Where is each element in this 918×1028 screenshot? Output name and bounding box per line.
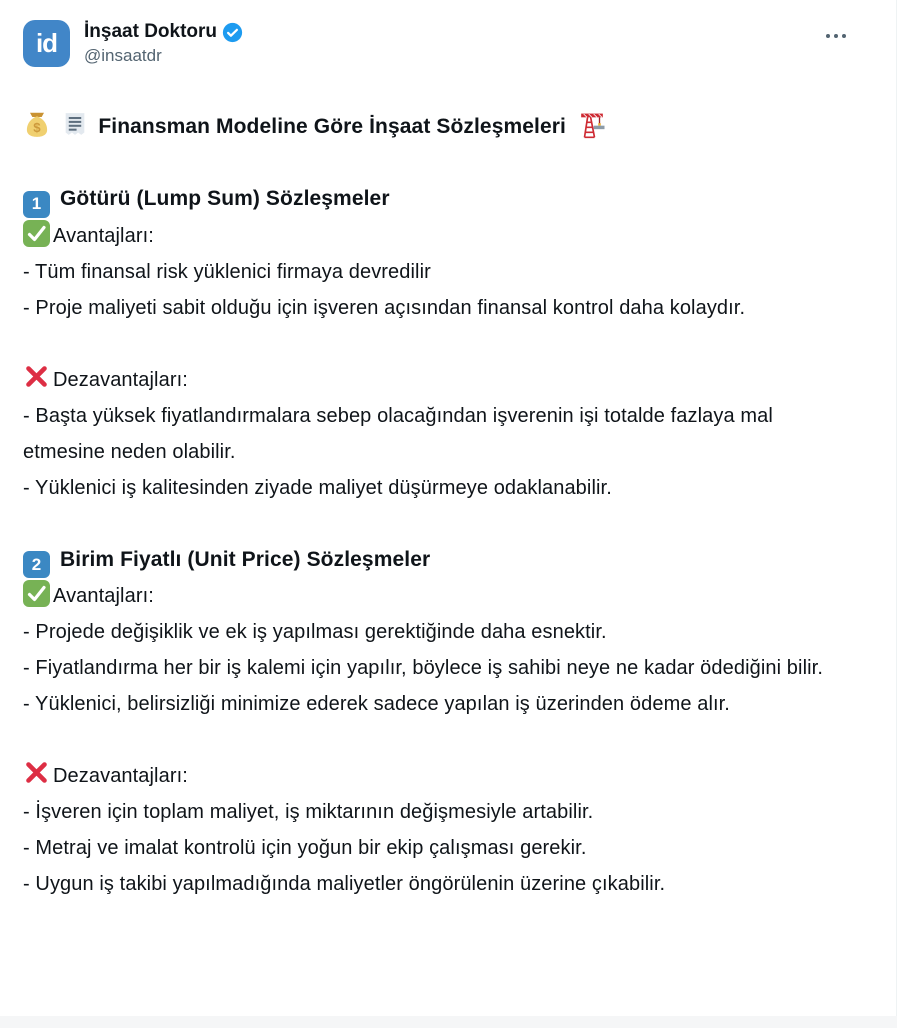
- verified-badge-icon: [222, 22, 243, 43]
- section-1-heading: 1 Götürü (Lump Sum) Sözleşmeler: [23, 181, 839, 218]
- construction-crane-icon: [577, 109, 607, 139]
- cross-mark-icon: [23, 363, 50, 390]
- more-options-button[interactable]: [822, 30, 850, 42]
- advantages-label: Avantajları:: [23, 218, 839, 254]
- section-1-advantages-block: [23, 181, 839, 326]
- list-item: - Projede değişiklik ve ek iş yapılması gerektiğinde daha esnektir.: [23, 621, 607, 643]
- section-1-disadvantages-block: [23, 362, 839, 506]
- display-name[interactable]: İnşaat Doktoru: [84, 21, 218, 42]
- advantages-label: Avantajları:: [23, 578, 839, 614]
- list-item: - Başta yüksek fiyatlandırmalara sebep olacağından işverenin işi totalde fazlaya mal etmesine neden olabilir.: [23, 404, 773, 463]
- disadvantages-label: Dezavantajları:: [23, 362, 839, 398]
- section-2-heading: 2 Birim Fiyatlı (Unit Price) Sözleşmeler: [23, 542, 839, 579]
- list-item: - Uygun iş takibi yapılmadığında maliyetler öngörülenin üzerine çıkabilir.: [23, 873, 666, 895]
- disadvantages-label: Dezavantajları:: [23, 758, 839, 794]
- keycap-1-icon: 1: [23, 191, 50, 218]
- list-item: - Metraj ve imalat kontrolü için yoğun bir ekip çalışması gerekir.: [23, 837, 587, 859]
- avatar-logo-text: id: [35, 28, 58, 58]
- check-mark-icon: [23, 580, 50, 607]
- tweet-text: [0, 67, 896, 902]
- receipt-icon: [61, 110, 89, 138]
- section-2-advantages-block: [23, 542, 839, 723]
- avatar[interactable]: [23, 20, 70, 67]
- list-item: - Proje maliyeti sabit olduğu için işveren açısından finansal kontrol daha kolaydır.: [23, 296, 746, 319]
- bottom-separator: [0, 1016, 897, 1028]
- cross-mark-icon: [23, 759, 50, 786]
- user-handle[interactable]: @insaatdr: [84, 46, 162, 65]
- list-item: - Fiyatlandırma her bir iş kalemi için yapılır, böylece iş sahibi neye ne kadar ödediğini bilir.: [23, 657, 823, 679]
- list-item: - Tüm finansal risk yüklenici firmaya devredilir: [23, 260, 431, 283]
- list-item: - Yüklenici, belirsizliği minimize ederek sadece yapılan iş üzerinden ödeme alır.: [23, 693, 730, 715]
- section-2-disadvantages-block: [23, 758, 839, 902]
- keycap-2-icon: 2: [23, 551, 50, 578]
- list-item: - İşveren için toplam maliyet, iş miktarının değişmesiyle artabilir.: [23, 801, 594, 823]
- list-item: - Yüklenici iş kalitesinden ziyade maliyet düşürmeye odaklanabilir.: [23, 476, 612, 499]
- identity-block: [84, 20, 243, 66]
- check-mark-icon: [23, 220, 50, 247]
- tweet-header: [0, 0, 896, 67]
- money-bag-icon: [23, 110, 51, 138]
- post-title: Finansman Modeline Göre İnşaat Sözleşmeleri: [98, 115, 566, 138]
- dollar-glyph: $: [33, 119, 41, 135]
